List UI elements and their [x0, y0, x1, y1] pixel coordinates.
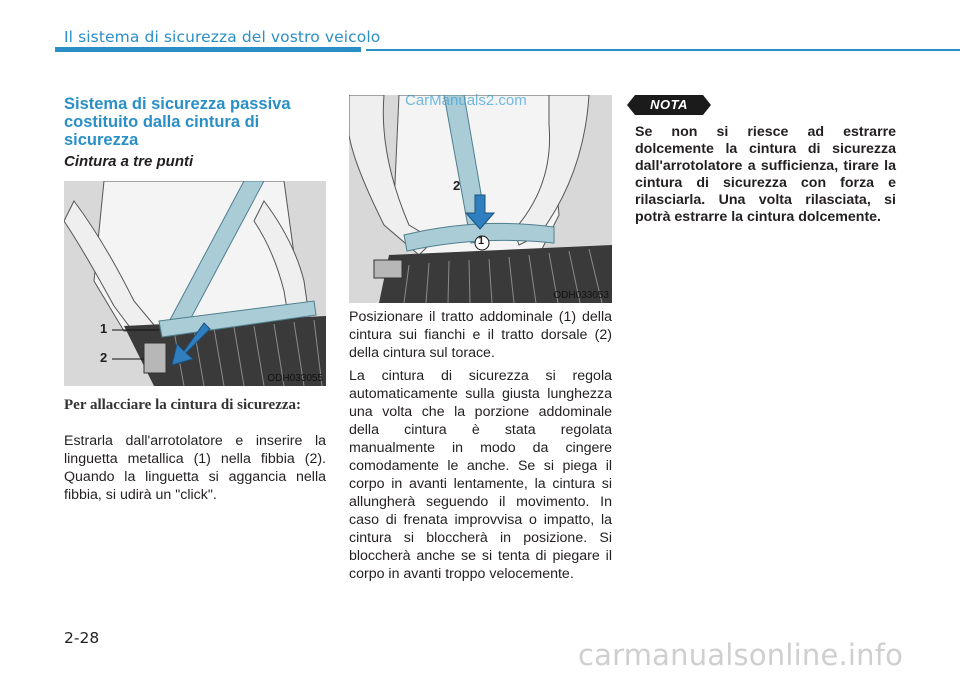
note-label: NOTA [650, 97, 688, 112]
section-subtitle: Cintura a tre punti [64, 153, 194, 170]
paragraph: La cintura di sicurezza si regola automaticamente sulla giusta lunghezza una volta che la porzione addominale della cintura è stata regolata manualmente in modo da cingere comodamente le anche. Se si piega il corpo in avanti lentamente, la cintura si allungherà seguendo il movimento. In caso di frenata improvvisa o impatto, la cintura si bloccherà in posizione. Si bloccherà anche se si tenta di piegare il corpo in avanti troppo velocemente. [349, 368, 612, 582]
seatbelt-illustration-2 [349, 95, 612, 303]
section-title: Sistema di sicurezza passiva costituito dalla cintura di sicurezza [64, 95, 291, 149]
footer-watermark: carmanualsonline.info [578, 638, 904, 672]
header-title: Il sistema di sicurezza del vostro veicolo [64, 28, 381, 46]
figure-buckle-insertion [64, 181, 326, 386]
figure-lap-belt-position [349, 95, 612, 303]
callout-2: 2 [100, 350, 108, 365]
paragraph: Posizionare il tratto addominale (1) della cintura sui fianchi e il tratto dorsale (2) della cintura sul torace. [349, 309, 612, 361]
callout-1: 1 [478, 235, 485, 247]
header-rule-thin [366, 49, 960, 51]
figure-code: ODH033055 [267, 373, 323, 384]
callout-2: 2 [453, 178, 461, 193]
note-text: Se non si riesce ad estrarre dolcemente la cintura di sicurezza dall'arrotolatore a sufficienza, tirare la cintura di sicurezza con forza e rilasciarla. Una volta rilasciata, si potrà estrarre la cintura dolcemente. [635, 124, 896, 225]
header-rule-thick [55, 47, 361, 52]
watermark-carmanuals: CarManuals2.com [405, 92, 527, 109]
callout-1: 1 [100, 321, 108, 336]
column1-body [64, 432, 326, 509]
note-badge [635, 95, 703, 115]
paragraph: Estrarla dall'arrotolatore e inserire la linguetta metallica (1) nella fibbia (2). Quando la linguetta si aggancia nella fibbia, si udirà un "click". [64, 433, 326, 503]
page-number: 2-28 [64, 629, 100, 647]
figure-code: ODH033053 [553, 290, 609, 301]
instruction-heading: Per allacciare la cintura di sicurezza: [64, 397, 302, 413]
column2-body [349, 308, 612, 588]
